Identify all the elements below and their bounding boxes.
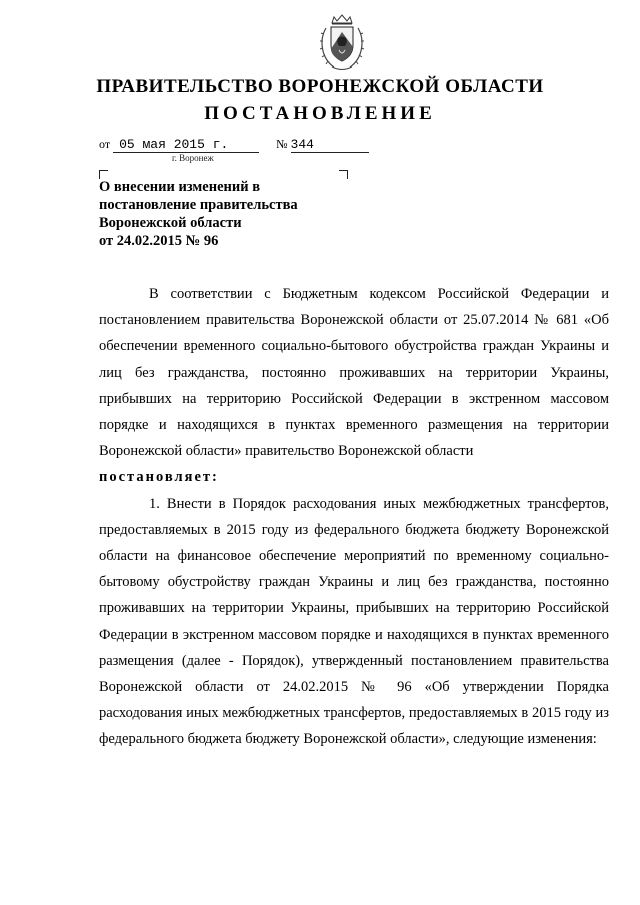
subject-line: от 24.02.2015 № 96	[99, 233, 219, 249]
date-prefix: от	[99, 137, 111, 151]
document-body	[99, 281, 609, 753]
city-label: г. Воронеж	[172, 153, 214, 163]
subject-line: постановление правительства	[99, 197, 298, 213]
resolves-word: постановляет:	[99, 469, 219, 486]
subject-heading	[99, 178, 298, 250]
document-type: ПОСТАНОВЛЕНИЕ	[204, 103, 436, 124]
subject-line: О внесении изменений в	[99, 179, 261, 195]
number-label: №	[276, 137, 288, 151]
government-title: ПРАВИТЕЛЬСТВО ВОРОНЕЖСКОЙ ОБЛАСТИ	[96, 76, 544, 97]
preamble-paragraph: В соответствии с Бюджетным кодексом Российской Федерации и постановлением правительства Воронежской области от 25.07.2014 № 681 «Об обеспечении временного социально-бытового обустройства граждан Украины и лиц без гражданства, постоянно проживавших на территории Украины, прибывших на территорию Российской Федерации в экстренном массовом порядке и находящихся в пунктах временного размещения на территории Воронежской области» правительство Воронежской области	[99, 286, 609, 460]
document-date: 05 мая 2015 г.	[113, 137, 259, 153]
subject-line: Воронежской области	[99, 215, 242, 231]
subject-corner-right	[339, 170, 348, 179]
item-1-paragraph: 1. Внести в Порядок расходования иных межбюджетных трансфертов, предоставляемых в 2015 году из федерального бюджета бюджету Воронежской области на финансовое обеспечение мероприятий по временному социально-бытовому обустройству граждан Украины и лиц без гражданства, постоянно проживавших на территории Украины, прибывших на территорию Российской Федерации в экстренном массовом порядке и находящихся в пунктах временного размещения (далее - Порядок), утвержденный постановлением правительства Воронежской области от 24.02.2015 № 96 «Об утверждении Порядка расходования иных межбюджетных трансфертов, предоставляемых в 2015 году из федерального бюджета бюджету Воронежской области», следующие изменения:	[99, 495, 609, 748]
document-number: 344	[291, 137, 369, 153]
coat-of-arms-icon	[317, 14, 367, 72]
date-number-line	[99, 137, 369, 153]
